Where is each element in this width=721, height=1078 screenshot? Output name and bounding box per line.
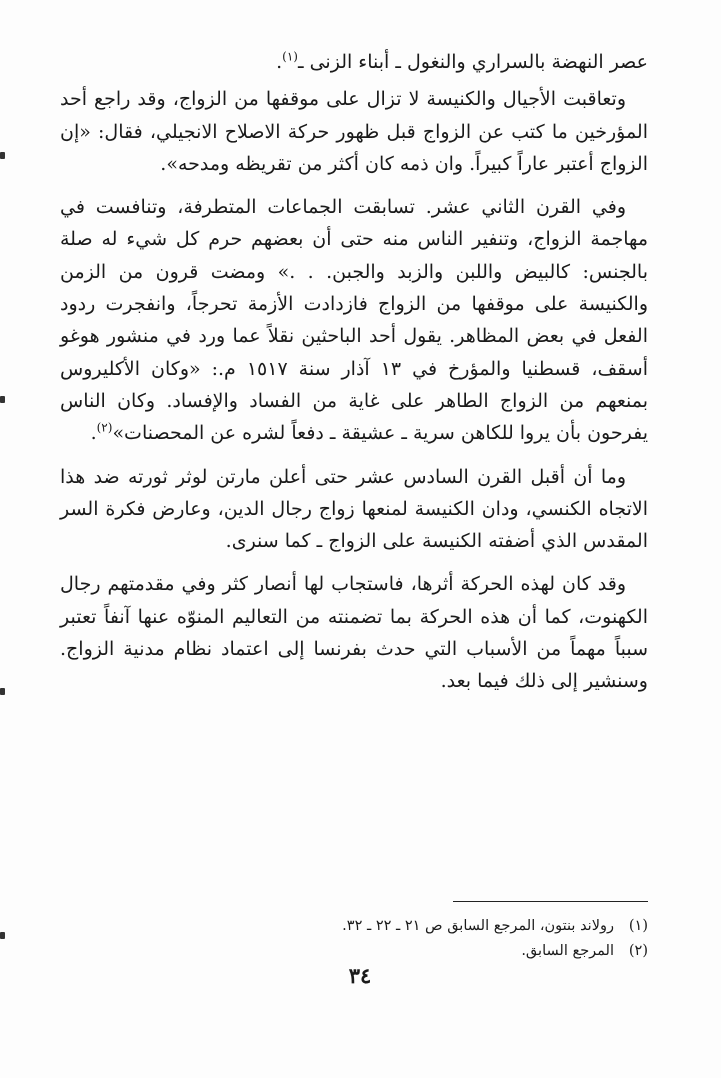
paragraph-2-end: . <box>90 422 97 445</box>
paragraph-2 <box>60 191 648 449</box>
footnotes-block <box>200 914 648 964</box>
page-number: ٣٤ <box>348 963 372 988</box>
line-end-punctuation: . <box>276 51 283 73</box>
continuation-text: عصر النهضة بالسراري والنغول ـ أبناء الزنى ـ <box>297 51 648 73</box>
scan-margin-mark <box>0 932 5 939</box>
footnote-1 <box>200 914 648 939</box>
scan-margin-mark <box>0 688 5 695</box>
footnote-2 <box>200 939 648 964</box>
paragraph-4: وقد كان لهذه الحركة أثرها، فاستجاب لها أنصار كثر وفي مقدمتهم رجال الكهنوت، كما أن هذه الحركة بما تضمنته من التعاليم المنوّه عنها آنفاً تعتبر سبباً مهماً من الأسباب التي حدث بفرنسا إلى اعتماد نظام مدنية الزواج. وسنشير إلى ذلك فيما بعد. <box>60 573 648 693</box>
footnote-ref-2[interactable]: (٢) <box>96 420 113 435</box>
footnote-number: (١) <box>628 918 648 934</box>
footnote-number: (٢) <box>628 943 648 959</box>
scan-margin-mark <box>0 396 5 403</box>
paragraph-1: وتعاقبت الأجيال والكنيسة لا تزال على موقفها من الزواج، وقد راجع أحد المؤرخين ما كتب عن الزواج قبل ظهور حركة الاصلاح الانجيلي، فقال: «إن الزواج أعتبر عاراً كبيراً. وان ذمه كان أكثر من تقريظه ومدحه». <box>60 88 648 175</box>
body-text-block <box>60 46 648 698</box>
footnote-text: المرجع السابق. <box>521 943 614 959</box>
footnote-ref-1[interactable]: (١) <box>282 49 298 64</box>
paragraph-3: وما أن أقبل القرن السادس عشر حتى أعلن مارتن لوثر ثورته ضد هذا الاتجاه الكنسي، ودان الكنيسة لمنعها زواج رجال الدين، وعارض فكرة السر المقدس الذي أضفته الكنيسة على الزواج ـ كما سنرى. <box>60 465 648 553</box>
scan-margin-mark <box>0 152 5 159</box>
continuation-line <box>60 46 648 78</box>
footnote-separator <box>453 901 648 902</box>
footnote-text: رولاند بنتون، المرجع السابق ص ٢١ ـ ٢٢ ـ ٣٢. <box>342 918 614 934</box>
paragraph-2-text: وفي القرن الثاني عشر. تسابقت الجماعات المتطرفة، وتنافست في مهاجمة الزواج، وتنفير الناس منه حتى أن بعضهم حرم كل شيء له صلة بالجنس: كالبيض واللبن والزبد والجبن. . .» ومضت قرون من الزمن والكنيسة على موقفها من الزواج فازدادت الأزمة تحرجاً، وانفجرت ردود الفعل في بعض المظاهر. يقول أحد الباحثين نقلاً عما ورد في منشور هوغو أسقف، قسطنيا والمؤرخ في ١٣ آذار سنة ١٥١٧ م.: «وكان الأكليروس بمنعهم من الزواج الطاهر على غاية من الفساد والإفساد. وكان الناس يفرحون بأن يروا للكاهن سرية ـ عشيقة ـ دفعاً لشره عن المحصنات» <box>60 196 648 445</box>
